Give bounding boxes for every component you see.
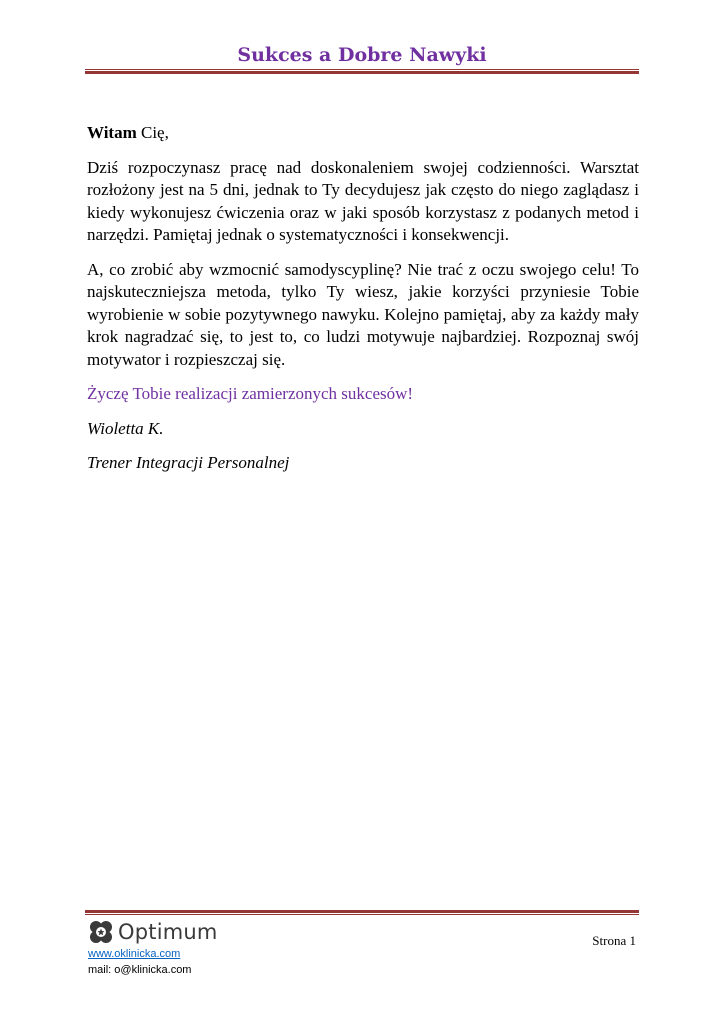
- greeting-rest: Cię,: [136, 123, 169, 142]
- flower-logo-icon: [88, 919, 114, 945]
- document-title: Sukces a Dobre Nawyki: [237, 44, 487, 66]
- paragraph-discipline: A, co zrobić aby wzmocnić samodyscyplinę? Nie trać z oczu swojego celu! To najskuteczniejsza metoda, tylko Ty wiesz, jakie korzyści przyniesie Tobie wyrobienie w sobie pozytywnego nawyku. Kolejno pamiętaj, aby za każdy mały krok nagradzać się, to jest to, co ludzi motywuje najbardziej. Rozpoznaj swój motywator i rozpieszczaj się.: [87, 259, 639, 369]
- paragraph-intro: Dziś rozpoczynasz pracę nad doskonaleniem swojej codzienności. Warsztat rozłożony jest na 5 dni, jednak to Ty decydujesz jak często do niego zaglądasz i kiedy wykonujesz ćwiczenia oraz w jaki sposób korzystasz z podanych metod i narzędzi. Pamiętaj jednak o systematyczności i konsekwencji.: [87, 157, 639, 244]
- header-rule-thick: [85, 71, 639, 74]
- footer-rule-thin: [85, 914, 639, 915]
- logo-text: Optimum: [118, 920, 218, 944]
- website-link[interactable]: www.oklinicka.com: [88, 948, 181, 960]
- footer-rule-thick: [85, 910, 639, 913]
- signature-name: Wioletta K.: [87, 418, 164, 438]
- greeting: [87, 122, 639, 145]
- optimum-logo: [88, 917, 218, 947]
- header-rule-thin: [85, 69, 639, 70]
- email-text: mail: o@klinicka.com: [88, 964, 192, 976]
- page-number: Strona 1: [592, 933, 636, 948]
- signature-role: Trener Integracji Personalnej: [87, 453, 290, 472]
- letter-body: [87, 122, 639, 487]
- wish-line: Życzę Tobie realizacji zamierzonych sukcesów!: [87, 384, 414, 403]
- greeting-bold: Witam: [87, 123, 137, 142]
